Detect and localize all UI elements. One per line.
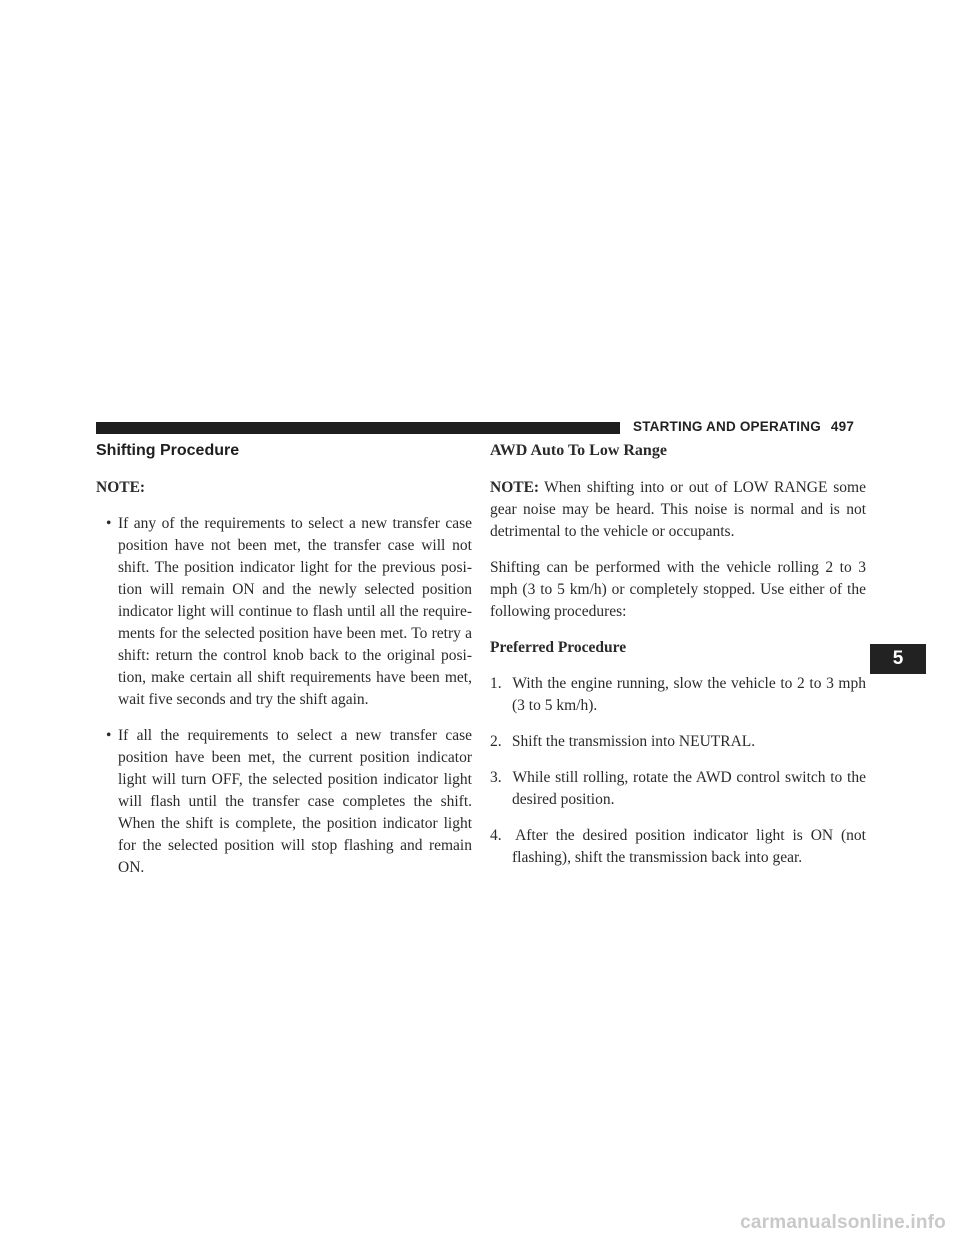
header-rule — [96, 422, 620, 434]
note-label: NOTE: — [490, 479, 540, 496]
list-item: 2. Shift the transmission into NEUTRAL. — [490, 733, 756, 750]
subheading: Preferred Procedure — [490, 639, 627, 656]
page-number: 497 — [830, 419, 855, 434]
section-title: STARTING AND OPERATING — [633, 419, 821, 434]
section-heading: Shifting Procedure — [96, 442, 240, 459]
body-paragraph: Shifting can be performed with the vehicle rolling 2 to 3 mph (3 to 5 km/h) or completely stopped. Use either of the following procedures: — [490, 559, 866, 620]
watermark: carmanualsonline.info — [740, 1212, 946, 1233]
note-bullet-list — [96, 513, 472, 879]
list-item: • If all the requirements to select a new transfer case position have been met, the current position indicator light will turn OFF, the selected position indicator light will flash until the transfer case completes the shift. When the shift is complete, the position indicator light for the selected position will stop flashing and remain ON. — [106, 727, 472, 876]
section-heading: AWD Auto To Low Range — [490, 442, 667, 459]
left-column — [96, 440, 472, 893]
list-item: 1. With the engine running, slow the vehicle to 2 to 3 mph (3 to 5 km/h). — [490, 675, 866, 714]
list-item: 3. While still rolling, rotate the AWD control switch to the desired position. — [490, 769, 866, 808]
bullet-icon: • — [106, 727, 112, 744]
chapter-tab: 5 — [870, 644, 926, 674]
running-header — [633, 419, 854, 434]
note-paragraph: NOTE: When shifting into or out of LOW RANGE some gear noise may be heard. This noise is normal and is not detrimental to the vehicle or occupants. — [490, 479, 866, 540]
procedure-steps — [490, 673, 866, 869]
right-column — [490, 440, 866, 883]
note-label: NOTE: — [96, 479, 146, 496]
list-item: • If any of the requirements to select a new transfer case position have not been met, the transfer case will not shift. The position indicator light for the previous posi-tion will remain ON and the newly selected position indicator light will continue to flash until all the require-ments for the selected position have been met. To retry a shift: return the control knob back to the original posi-tion, make certain all shift requirements have been met, wait five seconds and try the shift again. — [106, 515, 472, 708]
bullet-icon: • — [106, 515, 112, 532]
list-item: 4. After the desired position indicator light is ON (not flashing), shift the transmission back into gear. — [490, 827, 866, 866]
